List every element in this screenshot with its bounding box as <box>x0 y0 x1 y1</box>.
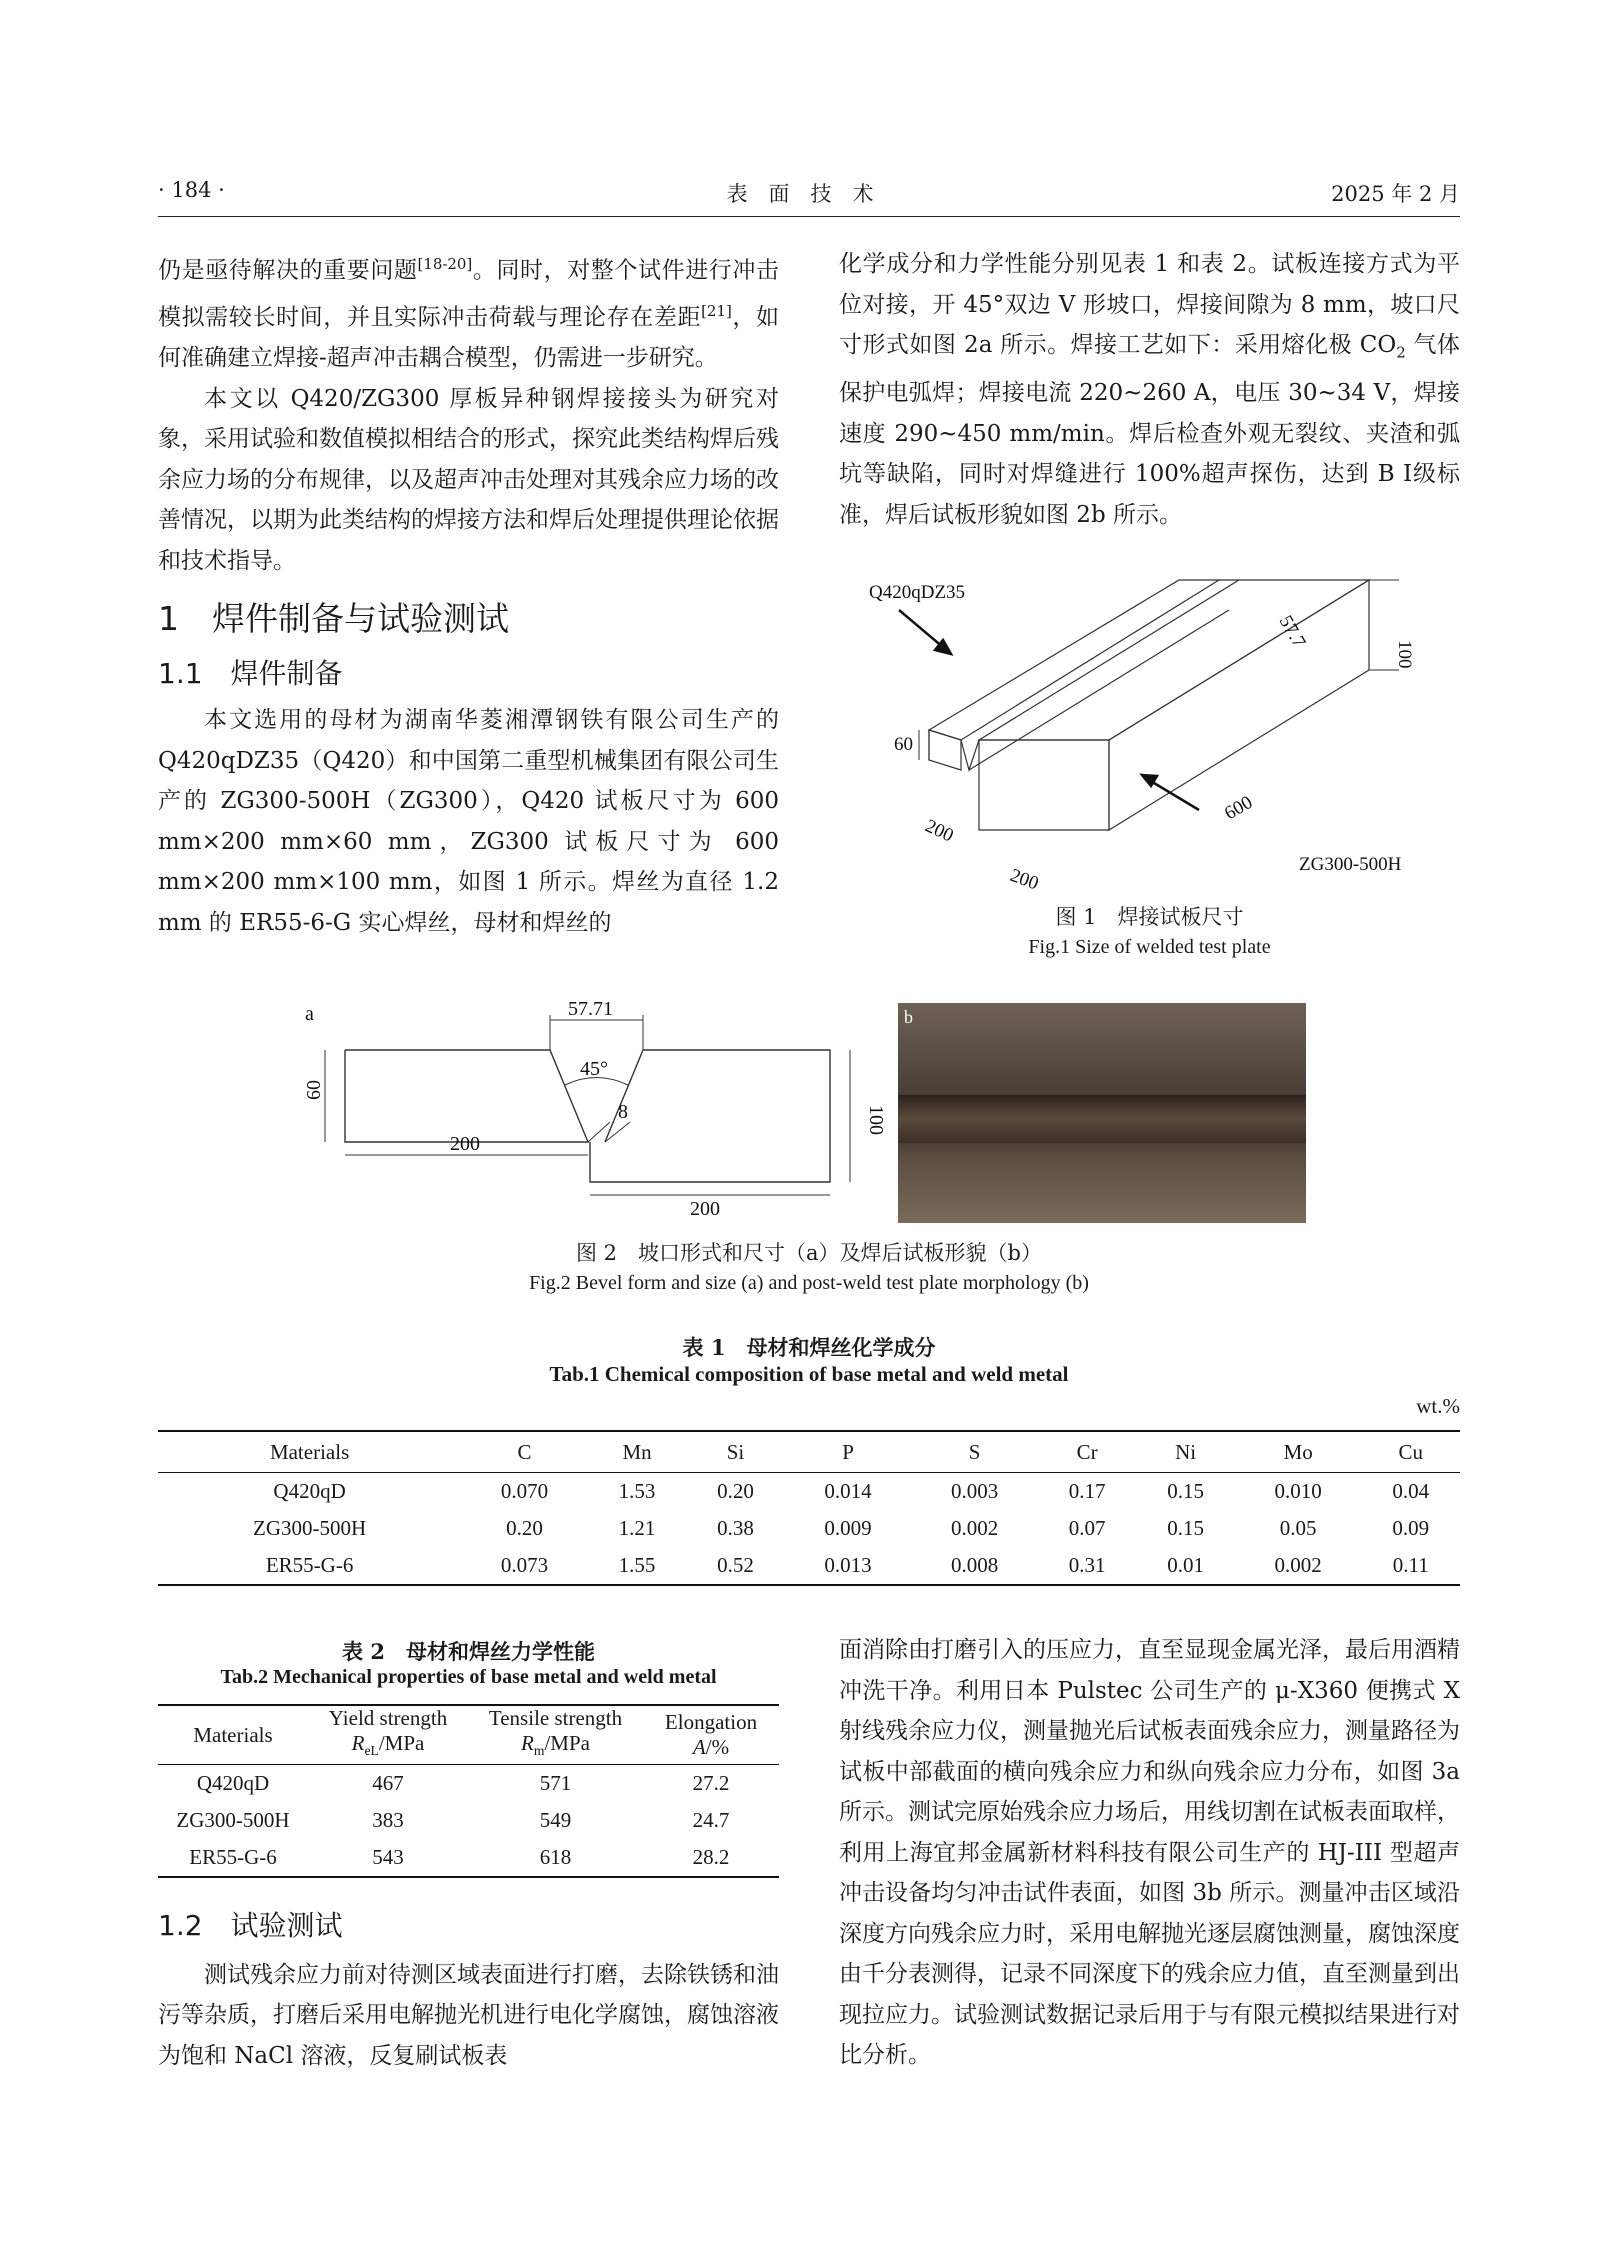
dim-57-71: 57.71 <box>568 998 613 1020</box>
table-2-title-en: Tab.2 Mechanical properties of base metal and weld metal <box>220 1666 717 1688</box>
citation: [18-20] <box>417 255 473 273</box>
citation: [21] <box>701 302 732 321</box>
paragraph-1: 仍是亟待解决的重要问题[18-20]。同时，对整个试件进行冲击模拟需较长时间，并且实际冲击荷载与理论存在差距[21]，如何准确建立焊接-超声冲击耦合模型，仍需进一步研究。 <box>158 255 780 372</box>
dim-200-left: 200 <box>450 1133 480 1155</box>
weld-seam <box>898 1095 1306 1143</box>
panel-label-b: b <box>904 1007 913 1027</box>
table-row: ER55-G-6 0.073 1.55 0.52 0.013 0.008 0.31 0.01 0.002 0.11 <box>265 1553 1429 1577</box>
dim-200-right: 200 <box>690 1198 720 1220</box>
table-1-title-cn: 表 1 母材和焊丝化学成分 <box>682 1335 936 1360</box>
dim-bevel: 57.7 <box>1274 612 1310 652</box>
table-row: Q420qD 0.070 1.53 0.20 0.014 0.003 0.17 0.15 0.010 0.04 <box>273 1479 1430 1503</box>
table-header-row: Materials C Mn Si P S Cr Ni Mo Cu <box>158 1431 1460 1473</box>
figure-2-caption-cn: 图 2 坡口形式和尺寸（a）及焊后试板形貌（b） <box>576 1241 1042 1265</box>
table-header-row: Materials Yield strength $R_{eL}$/MPa Tensile strength $R_m$/MPa Elongation A/% <box>158 1705 779 1765</box>
right-column-bottom <box>839 1630 1460 2076</box>
table-row: Q420qD 467 571 27.2 <box>196 1771 730 1795</box>
subsection-heading-1-2: 1.2 试验测试 <box>158 1909 343 1942</box>
figure-1-caption-cn: 图 1 焊接试板尺寸 <box>1055 905 1244 929</box>
dim-60: 60 <box>894 734 913 755</box>
weld-photo <box>898 1003 1306 1223</box>
paragraph-6: 面消除由打磨引入的压应力，直至显现金属光泽，最后用酒精冲洗干净。利用日本 Pulstec 公司生产的 μ-X360 便携式 X 射线残余应力仪，测量抛光后试板表面残余应力，测量路径为试板中部截面的横向残余应力和纵向残余应力分布，如图 3a 所示。测试完原始残余应力场后，用线切割在试板表面取样，利用上海宜邦金属新材料科技有限公司生产的 HJ-III 型超声冲击设备均匀冲击试件表面，如图 3b 所示。测量冲击区域沿深度方向残余应力时，采用电解抛光逐层腐蚀测量，腐蚀深度由千分表测得，记录不同深度下的残余应力值，直至测量到出现拉应力。试验测试数据记录后用于与有限元模拟结果进行对比分析。 <box>839 1637 1460 2068</box>
issue-date: 2025 年 2 月 <box>1331 182 1460 206</box>
dim-60: 60 <box>303 1080 325 1100</box>
section-heading-1: 1 焊件制备与试验测试 <box>158 599 509 639</box>
dim-200-left: 200 <box>921 815 957 847</box>
dim-200-bottom: 200 <box>1007 864 1042 895</box>
table-row: ZG300-500H 0.20 1.21 0.38 0.009 0.002 0.07 0.15 0.05 0.09 <box>253 1516 1430 1540</box>
paragraph-5: 测试残余应力前对待测区域表面进行打磨，去除铁锈和油污等杂质，打磨后采用电解抛光机进行电化学腐蚀，腐蚀溶液为饱和 NaCl 溶液，反复刷试板表 <box>158 1961 779 2069</box>
paragraph-2: 本文以 Q420/ZG300 厚板异种钢焊接接头为研究对象，采用试验和数值模拟相结合的形式，探究此类结构焊后残余应力场的分布规律，以及超声冲击处理对其残余应力场的改善情况，以期为此类结构的焊接方法和焊后处理提供理论依据和技术指导。 <box>158 385 779 574</box>
paragraph-4: 化学成分和力学性能分别见表 1 和表 2。试板连接方式为平位对接，开 45°双边 V 形坡口，焊接间隙为 8 mm，坡口尺寸形式如图 2a 所示。焊接工艺如下：采用熔化极 $CO_2$ 气体保护电弧焊；焊接电流 220~260 A，电压 30~34 V，焊接速度 290~450 mm/min。焊后检查外观无裂纹、夹渣和弧坑等缺陷，同时对焊缝进行 100%超声探伤，达到 B Ⅰ级标准，焊后试板形貌如图 2b 所示。 <box>839 251 1461 528</box>
journal-title: 表 面 技 术 <box>726 182 874 206</box>
figure-1-drawing <box>839 570 1460 895</box>
dim-100: 100 <box>1394 640 1415 669</box>
figure-2-caption-en: Fig.2 Bevel form and size (a) and post-weld test plate morphology (b) <box>529 1272 1089 1294</box>
dim-100: 100 <box>865 1105 887 1135</box>
page-number: · 184 · <box>158 178 225 202</box>
label-q420: Q420qDZ35 <box>869 582 966 603</box>
left-column-bottom <box>158 1906 779 2076</box>
left-column <box>158 244 779 943</box>
table-2 <box>158 1704 779 1878</box>
table-2-title-cn: 表 2 母材和焊丝力学性能 <box>342 1639 595 1664</box>
dim-600: 600 <box>1221 791 1257 825</box>
panel-label-a: a <box>305 1003 314 1025</box>
dim-gap: 8 <box>618 1101 628 1123</box>
table-1 <box>158 1430 1460 1586</box>
right-column <box>839 244 1460 535</box>
table-row: ER55-G-6 543 618 28.2 <box>189 1845 730 1869</box>
subsection-heading-1-1: 1.1 焊件制备 <box>158 656 343 690</box>
header-rule <box>158 216 1460 217</box>
figure-2a-drawing <box>300 998 887 1220</box>
table-1-unit: wt.% <box>1416 1394 1460 1418</box>
table-1-title-en: Tab.1 Chemical composition of base metal and weld metal <box>549 1362 1069 1386</box>
dim-angle: 45° <box>580 1058 608 1080</box>
paragraph-3: 本文选用的母材为湖南华菱湘潭钢铁有限公司生产的 Q420qDZ35（Q420）和中国第二重型机械集团有限公司生产的 ZG300-500H（ZG300），Q420 试板尺寸为 600 mm×200 mm×60 mm，ZG300 试板尺寸为 600 mm×200 mm×100 mm，如图 1 所示。焊丝为直径 1.2 mm 的 ER55-6-G 实心焊丝，母材和焊丝的 <box>158 707 779 936</box>
table-row: ZG300-500H 383 549 24.7 <box>176 1808 730 1832</box>
label-zg300: ZG300-500H <box>1299 854 1402 875</box>
figure-1-caption-en: Fig.1 Size of welded test plate <box>1028 936 1271 958</box>
